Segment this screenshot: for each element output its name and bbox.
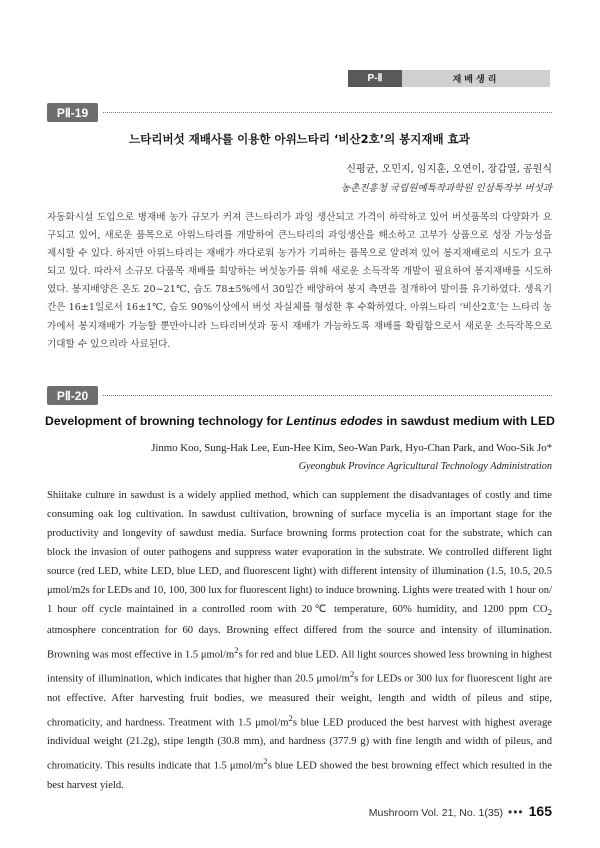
abstract-1-body: 자동화시설 도입으로 병재배 농가 규모가 커져 큰느타리가 과잉 생산되고 가격이 하락하고 있어 버섯품목의 다양화가 요구되고 있어, 새로운 품목으로 아위느타리를 개발하여 큰느타리의 과잉생산을 해소하고 고부가 상품으로 성장 가능성을 제시할 수 있다. 하지만 아위느타리는 재배가 까다로워 농가가 기피하는 품목으로 알려져 있어 봉지재배로의 시도가 요구되고 있다. 따라서 소규모 다품목 재배를 희망하는 버섯농가를 위해 새로운 소득작목 개발이 필요하여 봉지재배를 시도하였다. 봉지배양은 온도 20~21℃, 습도 78±5%에서 30일간 배양하여 봉지 측면을 절개하여 발이를 유기하였다. 생육기간은 16±1일로서 16±1℃, 습도 90%이상에서 버섯 자실체를 형성한 후 수확하였다. 아위느타리 ‘비산2호’는 느타리 농가에서 봉지재배가 가능할 뿐만아니라 느타리버섯과 동시 재배가 가능하도록 재배를 확립함으로서 새로운 소득작목으로 기대할 수 있으리라 사료된다. — [47, 212, 552, 350]
body-text: Shiitake culture in sawdust is a widely applied method, which can supplement the disadvantages of costly and time consuming oak log cultivation. In sawdust cultivation, browning of surface mycelia is an important stage for the productivity and longevity of sawdust media. Surface browning forms protection coat for the substrate, which can block the invasion of outer pathogens and suppress water evaporation in the substrate. We controlled different light source (red LED, white LED, blue LED, and fluorescent light) with different intensity of illumination (1.5, 10.5, 20.5 μmol/m2s for LEDs and 10, 100, 300 lux for fluorescent light) to induce browning. Lights were treated with 1 hour on/ 1 hour off cycle maintained in a controlled room with 20℃ temperature, 60% humidity, and 1200 ppm CO — [47, 490, 552, 615]
abstract-2-body — [47, 487, 552, 796]
section-header-bar — [348, 70, 550, 87]
body-text: s blue LED produced the best harvest with highest average individual weight (21.2g), stipe length (30.8 mm), and hardness (377.9 g) with fine length and width of pileus, and chromaticity. This results indicate that 1.5 μmol/m — [47, 717, 552, 772]
abstract-2-code: PⅡ-20 — [47, 386, 98, 405]
body-text: s for LEDs or 300 lux for fluorescent light are not effective. After harvesting fruit bodies, we measured their weight, length and width of pileus and stipe, chromaticity, and hardness. Treatment with 1.5 μmol/m — [47, 673, 552, 729]
unit-superscript: 2 — [349, 669, 355, 680]
title-species: Lentinus edodes — [286, 414, 383, 428]
section-topic: 재배생리 — [402, 70, 550, 87]
dotted-divider — [103, 395, 552, 396]
journal-citation: Mushroom Vol. 21, No. 1(35) — [368, 807, 504, 819]
co2-subscript: 2 — [547, 606, 552, 617]
unit-superscript: 2 — [263, 756, 268, 767]
unit-superscript: 2 — [234, 644, 239, 655]
abstract-1-code: PⅡ-19 — [47, 103, 98, 122]
page-footer — [369, 803, 552, 819]
abstract-2-heading — [47, 386, 552, 406]
page-number: 165 — [528, 803, 552, 819]
abstract-2-affiliation: Gyeongbuk Province Agricultural Technology Administration — [298, 461, 552, 472]
abstract-2-title — [40, 414, 560, 428]
title-text: Development of browning technology for — [45, 414, 287, 428]
footer-dots: ••• — [508, 805, 524, 819]
body-text: s for red and blue LED. All light sources showed less browning in highest intensity of illumination, which indicates that higher than 20.5 μmol/m — [47, 649, 552, 685]
abstract-1-heading — [47, 103, 552, 123]
body-text: atmosphere concentration for 60 days. Browning effect differed from the source and intensity of illumination. Browning was most effective in 1.5 μmol/m — [47, 624, 552, 661]
abstract-1-affiliation: 농촌진흥청 국립원예특작과학원 인삼특작부 버섯과 — [341, 183, 552, 194]
title-text-end: in sawdust medium with LED — [382, 414, 555, 428]
unit-superscript: 2 — [288, 712, 293, 723]
abstract-1-title: 느타리버섯 재배사를 이용한 아위느타리 ‘비산2호’의 봉지재배 효과 — [129, 132, 470, 146]
abstract-1-authors: 신평균, 오민지, 임지훈, 오연이, 장갑열, 공원식 — [346, 164, 552, 175]
body-text: s blue LED showed the best browning effect which resulted in the best harvest yield. — [47, 760, 552, 791]
section-code: P-Ⅱ — [348, 70, 402, 87]
dotted-divider — [103, 112, 552, 113]
abstract-2-authors: Jinmo Koo, Sung-Hak Lee, Eun-Hee Kim, Seo-Wan Park, Hyo-Chan Park, and Woo-Sik Jo* — [151, 442, 552, 454]
